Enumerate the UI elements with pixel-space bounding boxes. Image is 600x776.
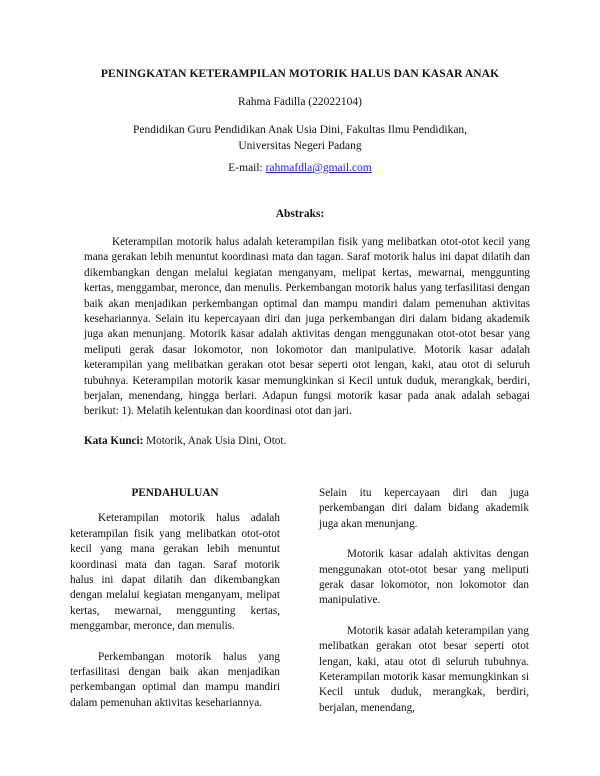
author-name: Rahma Fadilla (22022104) [238,96,362,108]
paper-title: PENINGKATAN KETERAMPILAN MOTORIK HALUS DAN KASAR ANAK [100,68,500,80]
right-paragraph-3: Motorik kasar adalah keterampilan yang melibatkan gerakan otot besar seperti otot lengan, kaki, atau otot di seluruh tubuhnya. Keterampilan motorik kasar memungkinkan si Kecil untuk duduk, merangkak, berdiri, berjalan, menendang, [319,624,529,714]
affiliation: Pendidikan Guru Pendidikan Anak Usia Dini, Fakultas Ilmu Pendidikan, Universitas Negeri Padang [132,124,468,152]
section-heading: PENDAHULUAN [131,487,219,499]
left-column [70,486,280,726]
left-paragraph-2: Perkembangan motorik halus yang terfasilitasi dengan baik akan menjadikan perkembangan optimal dan mampu mandiri dalam pemenuhan aktivitas kesehariannya. [70,650,280,709]
email-link[interactable]: rahmafdla@gmail.com [265,162,372,174]
right-paragraph-1: Selain itu kepercayaan diri dan juga perkembangan diri dalam bidang akademik juga akan menunjang. [319,487,529,530]
keywords-line [84,435,530,447]
right-column [319,486,529,731]
abstract-heading: Abstraks: [275,208,325,220]
keywords-value: Motorik, Anak Usia Dini, Otot. [143,435,287,447]
abstract-text: Keterampilan motorik halus adalah keterampilan fisik yang melibatkan otot-otot kecil yang mana gerakan lebih menuntut koordinasi mata dan tagan. Saraf motorik halus ini dapat dilatih dan dikembangkan dengan melalui kegiatan menganyam, melipat kertas, mewarnai, menggunting kertas, menggambar, meronce, dan menulis. Perkembangan motorik halus yang terfasilitasi dengan baik akan menjadikan perkembangan optimal dan mampu mandiri dalam pemenuhan aktivitas kesehariannya. Selain itu kepercayaan diri dan juga perkembangan diri dalam bidang akademik juga akan menunjang. Motorik kasar adalah aktivitas dengan menggunakan otot-otot besar yang meliputi gerak dasar lokomotor, non lokomotor dan manipulative. Motorik kasar adalah keterampilan yang melibatkan gerakan otot besar seperti otot lengan, kaki, atau otot di seluruh tubuhnya. Keterampilan motorik kasar memungkinkan si Kecil untuk duduk, merangkak, berdiri, berjalan, menendang, hingga berlari. Adapun fungsi motorik kasar pada anak adalah sebagai berikut: 1). Melatih kelentukan dan koordinasi otot dan jari. [84,236,530,418]
email-line [60,162,540,174]
email-label: E-mail: [228,162,266,174]
left-paragraph-1: Keterampilan motorik halus adalah keterampilan fisik yang melibatkan otot-otot kecil yang mana gerakan lebih menuntut koordinasi mata dan tagan. Saraf motorik halus ini dapat dilatih dan dikembangkan dengan melalui kegiatan menganyam, melipat kertas, mewarnai, menggunting kertas, menggambar, meronce, dan menulis. [70,512,280,633]
right-paragraph-2: Motorik kasar adalah aktivitas dengan menggunakan otot-otot besar yang meliputi gerak dasar lokomotor, non lokomotor dan manipulative. [319,548,529,607]
keywords-label: Kata Kunci: [84,435,144,447]
